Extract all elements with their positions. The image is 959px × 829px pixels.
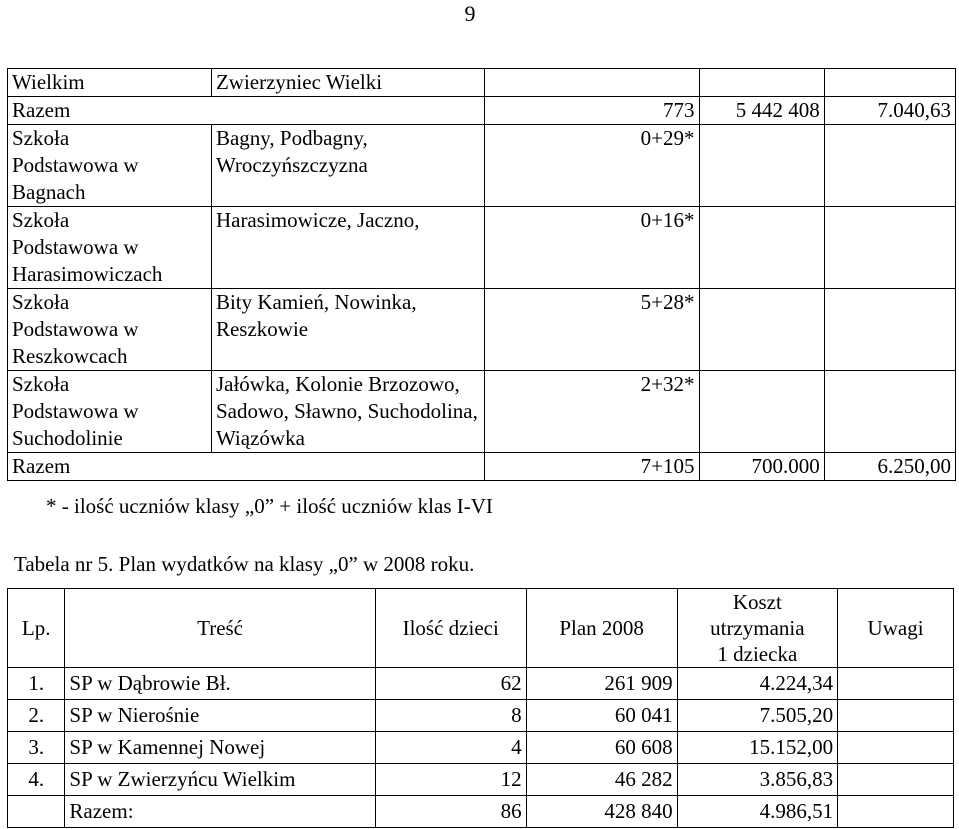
table-cell [211, 125, 485, 207]
header-plan: Plan 2008 [526, 589, 677, 668]
cell-plan: 60 608 [526, 732, 677, 764]
cell-plan: 60 041 [526, 700, 677, 732]
table-cell [824, 371, 955, 453]
cell-plan: 261 909 [526, 668, 677, 700]
cell-line: Harasimowiczach [12, 262, 163, 286]
table-cell: 773 [485, 97, 699, 125]
cell-koszt: 4.986,51 [677, 796, 838, 828]
table-cell [824, 207, 955, 289]
cell-line: Podstawowa w [12, 235, 139, 259]
cell-line: Szkoła [12, 208, 70, 232]
table-cell: Zwierzyniec Wielki [211, 69, 485, 97]
cell-line: Bagny, Podbagny, [215, 126, 368, 150]
table-cell [699, 289, 824, 371]
table-cell: 5 442 408 [699, 97, 824, 125]
table-row [8, 668, 954, 700]
table-cell [8, 125, 212, 207]
header-line: utrzymania [710, 616, 805, 640]
cell-koszt: 7.505,20 [677, 700, 838, 732]
table-cell [824, 69, 955, 97]
table-cell: Harasimowicze, Jaczno, [211, 207, 485, 289]
table-row [8, 69, 956, 97]
table-cell: 700.000 [699, 453, 824, 481]
table-row [8, 764, 954, 796]
cell-lp: 2. [8, 700, 65, 732]
cell-line: Reszkowcach [12, 344, 128, 368]
cell-koszt: 15.152,00 [677, 732, 838, 764]
table-cell [824, 289, 955, 371]
cell-tresc: SP w Nierośnie [65, 700, 375, 732]
table-cell: Razem [8, 97, 485, 125]
header-uwagi: Uwagi [838, 589, 954, 668]
header-koszt [677, 589, 838, 668]
table-row [8, 207, 956, 289]
table-cell [699, 125, 824, 207]
cell-tresc: Razem: [65, 796, 375, 828]
cell-uwagi [838, 668, 954, 700]
page-number: 9 [464, 1, 476, 26]
cell-line: Szkoła [12, 372, 70, 396]
table-row [8, 700, 954, 732]
header-ilosc: Ilość dzieci [375, 589, 526, 668]
cell-lp: 1. [8, 668, 65, 700]
cell-plan: 46 282 [526, 764, 677, 796]
cell-line: Reszkowie [215, 317, 309, 341]
cell-plan: 428 840 [526, 796, 677, 828]
table-cell: 7+105 [485, 453, 699, 481]
footnote: * - ilość uczniów klasy „0” + ilość uczniów klas I-VI [46, 494, 493, 518]
cell-line: Jałówka, Kolonie Brzozowo, [215, 372, 460, 396]
table-cell: 0+29* [485, 125, 699, 207]
cell-lp [8, 796, 65, 828]
schools-table [7, 68, 956, 481]
cell-line: Wiązówka [215, 426, 305, 450]
table-cell [699, 371, 824, 453]
table-cell: 0+16* [485, 207, 699, 289]
cell-line: Szkoła [12, 126, 70, 150]
table-cell: 7.040,63 [824, 97, 955, 125]
cell-koszt: 4.224,34 [677, 668, 838, 700]
table-cell: Wielkim [8, 69, 212, 97]
cell-tresc: SP w Zwierzyńcu Wielkim [65, 764, 375, 796]
table-cell: 5+28* [485, 289, 699, 371]
header-line: Koszt [732, 590, 782, 614]
table-caption: Tabela nr 5. Plan wydatków na klasy „0” w 2008 roku. [14, 552, 475, 576]
table-row [8, 453, 956, 481]
cell-ilosc: 4 [375, 732, 526, 764]
cell-tresc: SP w Kamennej Nowej [65, 732, 375, 764]
cell-ilosc: 62 [375, 668, 526, 700]
table-cell [699, 207, 824, 289]
table-row [8, 125, 956, 207]
cell-lp: 3. [8, 732, 65, 764]
table-cell: Razem [8, 453, 485, 481]
cell-uwagi [838, 700, 954, 732]
cell-ilosc: 8 [375, 700, 526, 732]
cell-koszt: 3.856,83 [677, 764, 838, 796]
cell-line: Podstawowa w [12, 317, 139, 341]
table-cell [824, 125, 955, 207]
cell-lp: 4. [8, 764, 65, 796]
cell-ilosc: 12 [375, 764, 526, 796]
cell-ilosc: 86 [375, 796, 526, 828]
cell-line: Sadowo, Sławno, Suchodolina, [215, 399, 478, 423]
cell-uwagi [838, 796, 954, 828]
table-row [8, 97, 956, 125]
cell-uwagi [838, 732, 954, 764]
table-cell [485, 69, 699, 97]
header-tresc: Treść [65, 589, 375, 668]
table-header-row [8, 589, 954, 668]
table-cell [211, 371, 485, 453]
cell-line: Wroczyńszczyzna [215, 153, 368, 177]
table-cell: 2+32* [485, 371, 699, 453]
header-lp: Lp. [8, 589, 65, 668]
table-cell [211, 289, 485, 371]
cell-line: Suchodolinie [12, 426, 123, 450]
header-line: 1 dziecka [717, 642, 798, 666]
table-row [8, 289, 956, 371]
table-cell [8, 371, 212, 453]
cell-line: Podstawowa w [12, 399, 139, 423]
table-cell: 6.250,00 [824, 453, 955, 481]
cell-line: Podstawowa w [12, 153, 139, 177]
cell-uwagi [838, 764, 954, 796]
table-row [8, 371, 956, 453]
table-cell [8, 289, 212, 371]
table-row [8, 732, 954, 764]
cell-line: Bity Kamień, Nowinka, [215, 290, 417, 314]
table-total-row [8, 796, 954, 828]
table-cell [8, 207, 212, 289]
table-cell [699, 69, 824, 97]
cell-tresc: SP w Dąbrowie Bł. [65, 668, 375, 700]
cell-line: Bagnach [12, 180, 86, 204]
cell-line: Szkoła [12, 290, 70, 314]
expenses-table [7, 588, 954, 828]
